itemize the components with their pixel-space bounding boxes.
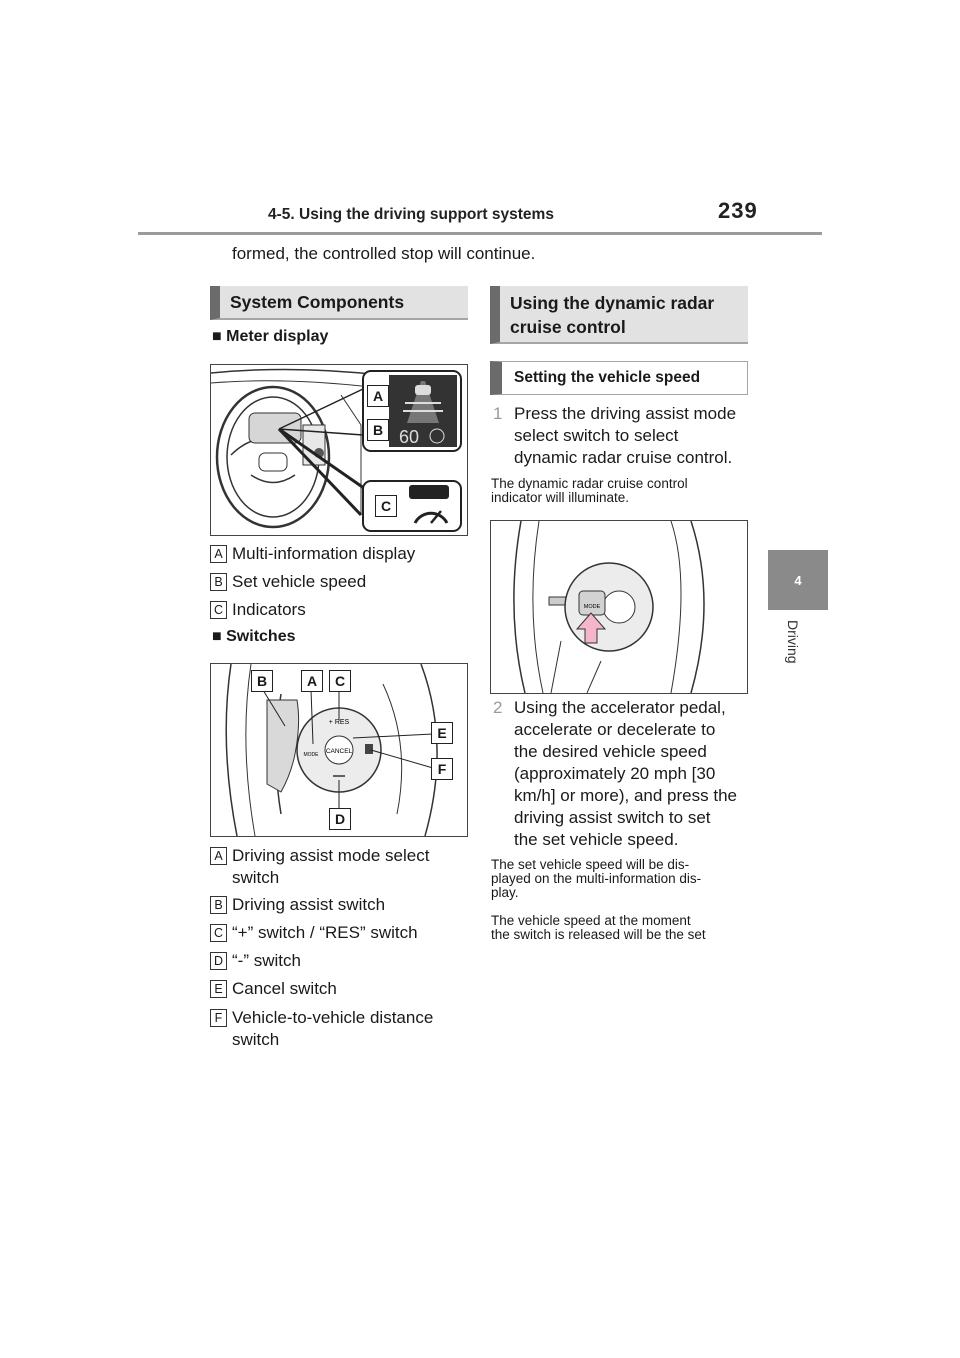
- note-line: the switch is released will be the set: [491, 927, 706, 942]
- legend-text-line1: Driving assist switch: [232, 895, 386, 914]
- cancel-label: CANCEL: [325, 748, 353, 755]
- page-number: 239: [718, 198, 758, 223]
- legend-text-line1: Cancel switch: [232, 979, 337, 998]
- legend-text-line1: “+” switch / “RES” switch: [232, 923, 418, 942]
- dashboard-illustration: [211, 365, 467, 535]
- meter-display-heading-text: Meter display: [226, 328, 329, 345]
- legend-item-c: [210, 599, 470, 623]
- meter-callout-c: C: [375, 495, 397, 517]
- legend-item-b: [210, 571, 470, 595]
- note-line: indicator will illuminate.: [491, 490, 630, 505]
- switch-legend-f: [210, 1007, 470, 1053]
- note-line: play.: [491, 885, 519, 900]
- bullet-icon: ■: [212, 328, 222, 345]
- step1-number: 1: [493, 404, 503, 423]
- switch-callout-a: A: [301, 670, 323, 692]
- setting-speed-subheading: Setting the vehicle speed: [490, 361, 748, 395]
- note-line: The vehicle speed at the moment: [491, 913, 691, 928]
- step2-line: the set vehicle speed.: [514, 830, 679, 849]
- switch-callout-b: B: [251, 670, 273, 692]
- switch-callout-c: C: [329, 670, 351, 692]
- chapter-tab: [768, 550, 828, 610]
- res-label: + RES: [328, 719, 350, 726]
- speed-readout: 60: [399, 427, 420, 447]
- switches-heading: [212, 628, 295, 646]
- switch-legend-b: [210, 894, 470, 918]
- mode-switch-figure: [490, 520, 748, 694]
- legend-text-line1: “-” switch: [232, 951, 301, 970]
- switch-legend-d: [210, 950, 470, 974]
- step1-text: [514, 403, 754, 469]
- legend-letter: D: [210, 952, 227, 970]
- step1-line: Press the driving assist mode: [514, 404, 737, 423]
- header-rule: [138, 232, 822, 235]
- legend-letter: A: [210, 847, 227, 865]
- legend-text-line1: Driving assist mode select: [232, 846, 430, 865]
- switch-callout-f: F: [431, 758, 453, 780]
- legend-letter: B: [210, 573, 227, 591]
- using-drcc-heading-line1: Using the dynamic radar: [510, 293, 715, 313]
- using-drcc-heading: [490, 286, 748, 344]
- step1-line: select switch to select: [514, 426, 679, 445]
- legend-letter: E: [210, 980, 227, 998]
- running-header-title: 4-5. Using the driving support systems: [268, 206, 554, 223]
- switch-callout-e: E: [431, 722, 453, 744]
- meter-display-figure: [210, 364, 468, 536]
- mode-switch-illustration: [491, 521, 747, 693]
- legend-letter: C: [210, 924, 227, 942]
- switches-figure: [210, 663, 468, 837]
- mode-label: MODE: [303, 752, 319, 758]
- switches-heading-text: Switches: [226, 628, 296, 645]
- legend-item-a: [210, 543, 470, 567]
- step1-note: [491, 477, 688, 505]
- note3: [491, 914, 706, 942]
- step2-text: [514, 697, 754, 851]
- step2-line: accelerate or decelerate to: [514, 720, 716, 739]
- legend-text-line2: switch: [232, 868, 280, 887]
- note2: [491, 858, 701, 900]
- chapter-label: Driving: [785, 620, 801, 664]
- using-drcc-heading-line2: cruise control: [510, 317, 626, 337]
- meter-display-heading: [212, 328, 328, 346]
- step1-line: dynamic radar cruise control.: [514, 448, 733, 467]
- legend-text-line2: switch: [232, 1030, 280, 1049]
- legend-letter: B: [210, 896, 227, 914]
- switch-callout-d: D: [329, 808, 351, 830]
- meter-callout-b: B: [367, 419, 389, 441]
- legend-text-line1: Vehicle-to-vehicle distance: [232, 1008, 434, 1027]
- bullet-icon: ■: [212, 628, 222, 645]
- legend-letter: C: [210, 601, 227, 619]
- note-line: The set vehicle speed will be dis-: [491, 857, 690, 872]
- switch-legend-e: [210, 978, 470, 1002]
- step2-line: the desired vehicle speed: [514, 742, 707, 761]
- step2-line: Using the accelerator pedal,: [514, 698, 726, 717]
- step2-line: (approximately 20 mph [30: [514, 764, 716, 783]
- legend-text: Set vehicle speed: [232, 572, 367, 591]
- step2-line: driving assist switch to set: [514, 808, 711, 827]
- chapter-number: 4: [794, 572, 802, 588]
- legend-letter: F: [210, 1009, 227, 1027]
- step2-number: 2: [493, 698, 503, 717]
- note-line: The dynamic radar cruise control: [491, 476, 688, 491]
- system-components-heading: System Components: [210, 286, 468, 320]
- legend-text: Multi-information display: [232, 544, 416, 563]
- note-line: played on the multi-information dis-: [491, 871, 702, 886]
- switch-legend-c: [210, 922, 470, 946]
- meter-callout-a: A: [367, 385, 389, 407]
- legend-letter: A: [210, 545, 227, 563]
- legend-text: Indicators: [232, 600, 306, 619]
- switch-legend-a: [210, 845, 470, 891]
- mode-label: MODE: [583, 604, 601, 610]
- intro-line: formed, the controlled stop will continue.: [232, 244, 536, 263]
- step2-line: km/h] or more), and press the: [514, 786, 737, 805]
